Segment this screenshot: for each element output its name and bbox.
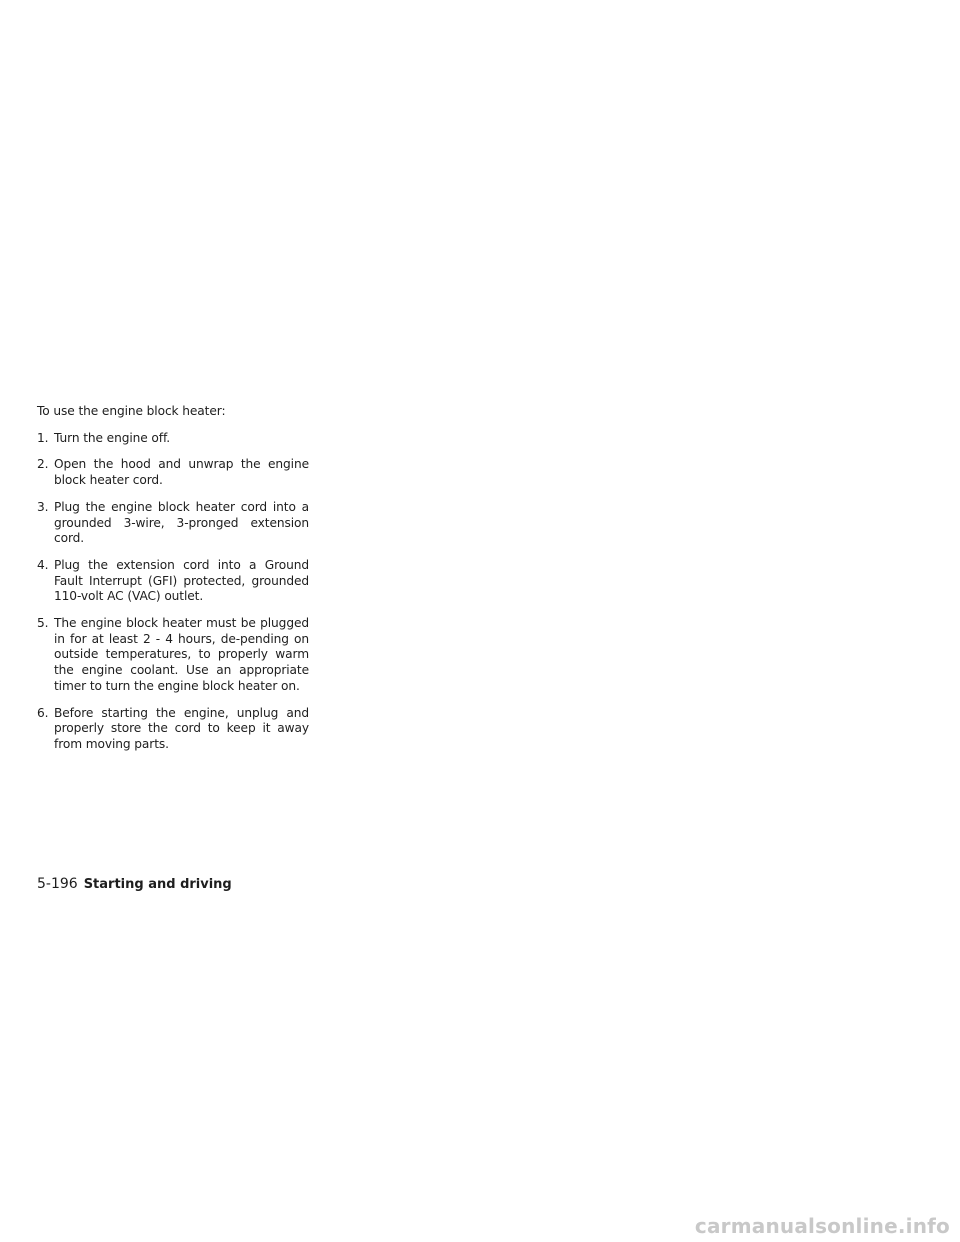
step-text: Turn the engine off. bbox=[54, 430, 171, 445]
step-item bbox=[37, 616, 309, 695]
step-number: 6. bbox=[37, 705, 49, 720]
watermark-logo: carmanualsonline.info bbox=[694, 1214, 950, 1238]
step-item bbox=[37, 558, 309, 605]
step-number: 1. bbox=[37, 430, 49, 445]
steps-list bbox=[37, 431, 309, 753]
page-footer bbox=[37, 876, 232, 892]
step-number: 2. bbox=[37, 457, 49, 472]
step-text: Before starting the engine, unplug and properly store the cord to keep it away from moving parts. bbox=[54, 705, 309, 751]
step-text: The engine block heater must be plugged in for at least 2 - 4 hours, de-pending on outside temperatures, to properly warm the engine coolant. Use an appropriate timer to turn the engine block heater on. bbox=[54, 616, 309, 693]
step-item bbox=[37, 457, 309, 488]
step-text: Plug the extension cord into a Ground Fault Interrupt (GFI) protected, grounded 110-volt AC (VAC) outlet. bbox=[54, 557, 309, 604]
step-number: 3. bbox=[37, 499, 49, 514]
step-text: Open the hood and unwrap the engine block heater cord. bbox=[54, 457, 309, 488]
section-title: Starting and driving bbox=[83, 877, 232, 892]
step-number: 5. bbox=[37, 616, 49, 631]
page-number: 5-196 bbox=[37, 876, 78, 892]
step-item bbox=[37, 706, 309, 753]
step-item bbox=[37, 431, 309, 447]
step-item bbox=[37, 500, 309, 547]
intro-paragraph: To use the engine block heater: bbox=[37, 404, 226, 418]
text-column bbox=[37, 404, 309, 764]
step-number: 4. bbox=[37, 557, 49, 572]
step-text: Plug the engine block heater cord into a grounded 3-wire, 3-pronged extension cord. bbox=[54, 499, 309, 546]
